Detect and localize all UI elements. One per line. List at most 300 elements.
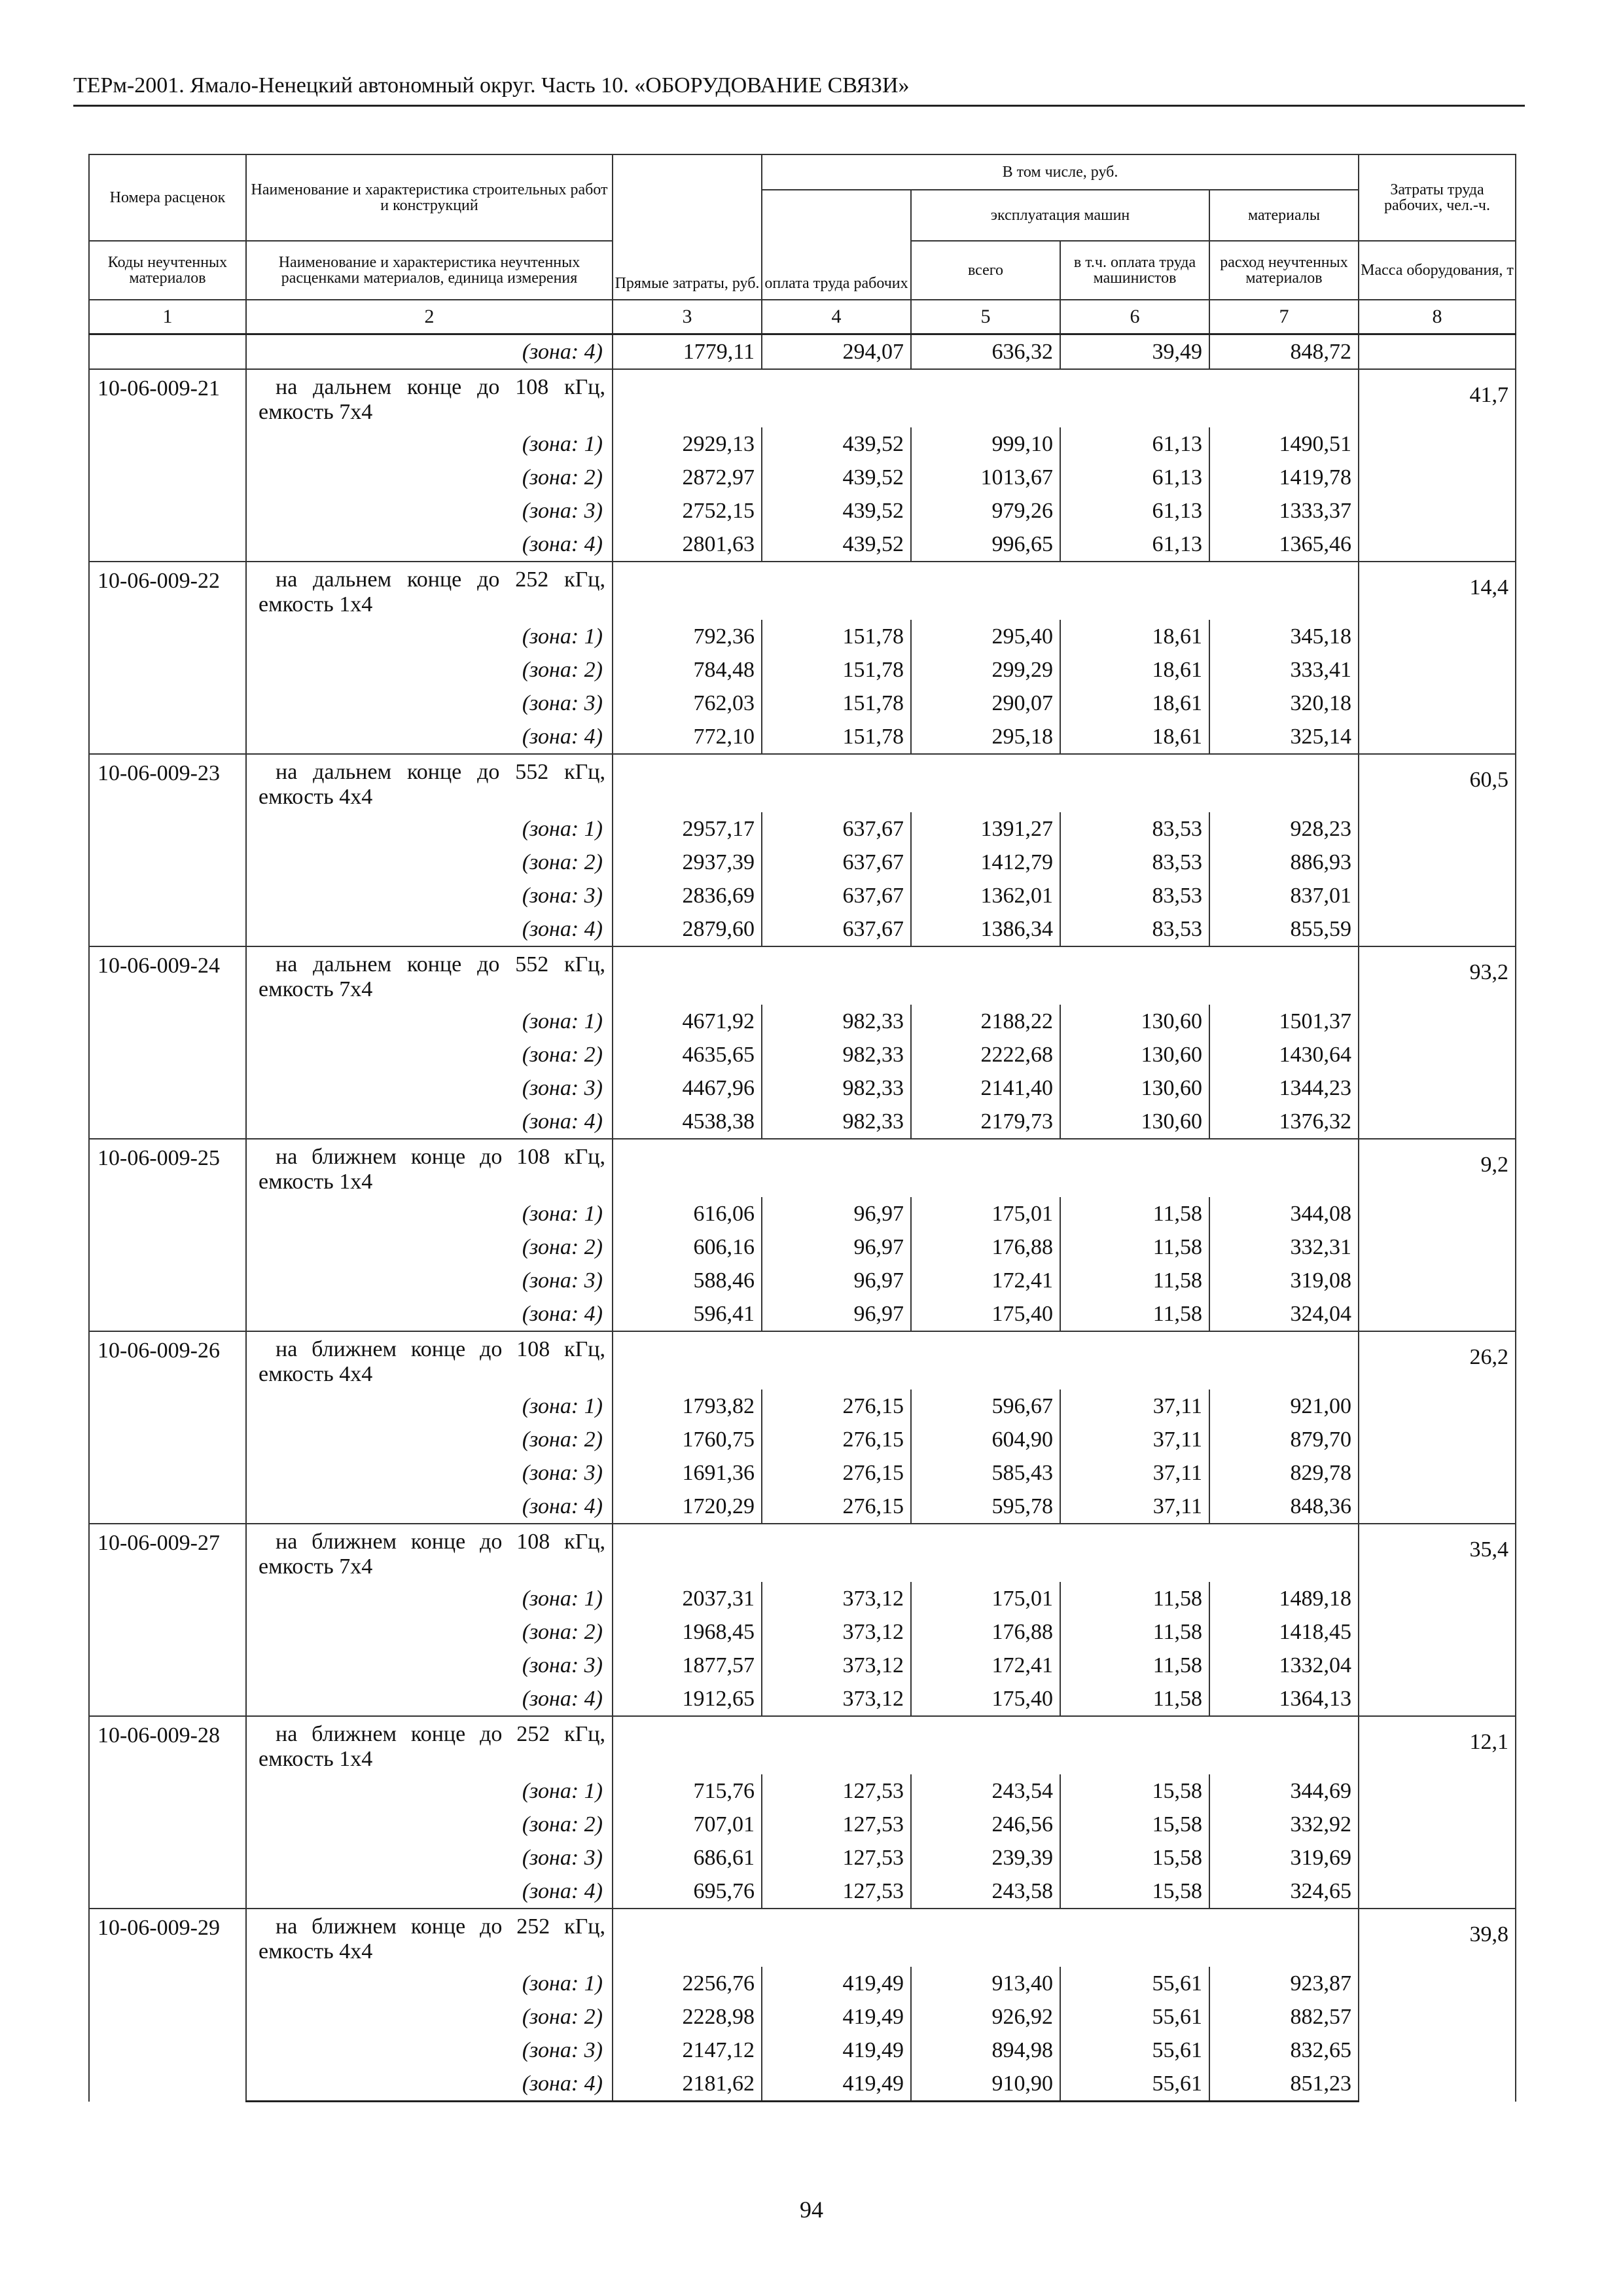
- cell-labor-pay: 982,33: [762, 1071, 911, 1105]
- zone-label: (зона: 1): [246, 1197, 613, 1230]
- cell-machines-labor: 37,11: [1060, 1456, 1209, 1490]
- cell-materials: 319,69: [1209, 1841, 1359, 1874]
- cell-labor-pay: 276,15: [762, 1456, 911, 1490]
- labor-costs-value: 41,7: [1359, 369, 1516, 562]
- zone-label: (зона: 4): [246, 912, 613, 946]
- cell-materials: 851,23: [1209, 2067, 1359, 2102]
- table-row: [89, 1071, 1516, 1105]
- cell-labor-pay: 419,49: [762, 2034, 911, 2067]
- cell-machines-total: 913,40: [911, 1967, 1060, 2000]
- cell-labor-pay: 637,67: [762, 812, 911, 846]
- cell-labor-pay: 982,33: [762, 1005, 911, 1038]
- cell-machines-total: 175,01: [911, 1582, 1060, 1615]
- table-row: [89, 2067, 1516, 2102]
- zone-label: (зона: 3): [246, 1456, 613, 1490]
- cell-materials: 921,00: [1209, 1390, 1359, 1423]
- cell-direct-costs: 1779,11: [613, 334, 762, 370]
- cell-direct-costs: 606,16: [613, 1230, 762, 1264]
- cell-labor-pay: 439,52: [762, 494, 911, 528]
- cell-machines-total: 2222,68: [911, 1038, 1060, 1071]
- cell-machines-labor: 18,61: [1060, 720, 1209, 754]
- cell-direct-costs: 2181,62: [613, 2067, 762, 2102]
- column-number: 3: [613, 300, 762, 334]
- rate-code: 10-06-009-27: [89, 1524, 246, 1716]
- cell-machines-labor: 83,53: [1060, 912, 1209, 946]
- zone-label: (зона: 3): [246, 1841, 613, 1874]
- zone-label: (зона: 3): [246, 879, 613, 912]
- cell-labor-pay: 127,53: [762, 1808, 911, 1841]
- work-title: на ближнем конце до 252 кГц, емкость 1х4: [246, 1716, 613, 1774]
- cell-machines-labor: 39,49: [1060, 334, 1209, 370]
- zone-label: (зона: 1): [246, 427, 613, 461]
- cell-materials: 319,08: [1209, 1264, 1359, 1297]
- zone-label: (зона: 4): [246, 720, 613, 754]
- labor-costs-value: 12,1: [1359, 1716, 1516, 1909]
- zone-label: (зона: 2): [246, 2000, 613, 2034]
- cell-labor-pay: 127,53: [762, 1774, 911, 1808]
- table-body: [89, 334, 1516, 2102]
- table-row: [89, 1331, 1516, 1390]
- zone-label: (зона: 1): [246, 620, 613, 653]
- cell-direct-costs: 2752,15: [613, 494, 762, 528]
- rate-code: 10-06-009-24: [89, 946, 246, 1139]
- column-number: 1: [89, 300, 246, 334]
- cell-machines-total: 243,58: [911, 1874, 1060, 1909]
- cell-machines-total: 1386,34: [911, 912, 1060, 946]
- zone-label: (зона: 1): [246, 812, 613, 846]
- cell-machines-labor: 11,58: [1060, 1582, 1209, 1615]
- cell-machines-labor: 55,61: [1060, 2034, 1209, 2067]
- table-row: [89, 1139, 1516, 1197]
- cell-machines-total: 290,07: [911, 687, 1060, 720]
- column-number: 6: [1060, 300, 1209, 334]
- cell-materials: 1430,64: [1209, 1038, 1359, 1071]
- cell-machines-labor: 61,13: [1060, 528, 1209, 562]
- table-row: [89, 562, 1516, 620]
- empty-cell: [613, 1716, 1359, 1774]
- cell-machines-labor: 15,58: [1060, 1774, 1209, 1808]
- cell-labor-pay: 276,15: [762, 1423, 911, 1456]
- table-row: [89, 653, 1516, 687]
- table-row: [89, 427, 1516, 461]
- cell-labor-pay: 982,33: [762, 1105, 911, 1139]
- table-row: [89, 1874, 1516, 1909]
- zone-label: (зона: 1): [246, 1390, 613, 1423]
- empty-cell: [613, 1909, 1359, 1967]
- header-equipment-mass: Масса оборудования, т: [1359, 241, 1516, 300]
- table-row: [89, 754, 1516, 812]
- header-including: В том числе, руб.: [762, 154, 1359, 190]
- header-materials-unaccounted: расход неучтенных материалов: [1209, 241, 1359, 300]
- table-row: [89, 912, 1516, 946]
- table-row: [89, 1716, 1516, 1774]
- table-row: [89, 1649, 1516, 1682]
- zone-label: (зона: 1): [246, 1774, 613, 1808]
- labor-costs-value: 39,8: [1359, 1909, 1516, 2102]
- cell-direct-costs: 2957,17: [613, 812, 762, 846]
- cell-machines-labor: 130,60: [1060, 1005, 1209, 1038]
- header-machines: эксплуатация машин: [911, 190, 1209, 241]
- cell-machines-labor: 37,11: [1060, 1490, 1209, 1524]
- table-row: [89, 1105, 1516, 1139]
- cell-materials: 1418,45: [1209, 1615, 1359, 1649]
- table-row: [89, 812, 1516, 846]
- zone-label: (зона: 2): [246, 1038, 613, 1071]
- cell-direct-costs: 1912,65: [613, 1682, 762, 1716]
- work-title: на дальнем конце до 552 кГц, емкость 4х4: [246, 754, 613, 812]
- cell-materials: 1332,04: [1209, 1649, 1359, 1682]
- cell-machines-total: 246,56: [911, 1808, 1060, 1841]
- cell-machines-total: 1391,27: [911, 812, 1060, 846]
- table-row: [89, 946, 1516, 1005]
- zone-label: (зона: 1): [246, 1582, 613, 1615]
- cell-materials: 1489,18: [1209, 1582, 1359, 1615]
- empty-cell: [613, 562, 1359, 620]
- empty-cell: [613, 1139, 1359, 1197]
- cell-labor-pay: 127,53: [762, 1874, 911, 1909]
- cell-machines-labor: 11,58: [1060, 1197, 1209, 1230]
- cell-direct-costs: 1793,82: [613, 1390, 762, 1423]
- zone-label: (зона: 4): [246, 1490, 613, 1524]
- cell-labor-pay: 419,49: [762, 1967, 911, 2000]
- cell-direct-costs: 4467,96: [613, 1071, 762, 1105]
- table-row: [89, 1297, 1516, 1331]
- cell-labor-pay: 439,52: [762, 461, 911, 494]
- cell-labor-pay: 276,15: [762, 1390, 911, 1423]
- cell-direct-costs: 1760,75: [613, 1423, 762, 1456]
- rate-code: 10-06-009-26: [89, 1331, 246, 1524]
- cell-machines-total: 172,41: [911, 1264, 1060, 1297]
- table-row: [89, 1230, 1516, 1264]
- cell-direct-costs: 4671,92: [613, 1005, 762, 1038]
- table-row: [89, 687, 1516, 720]
- cell-direct-costs: 4635,65: [613, 1038, 762, 1071]
- work-title: на дальнем конце до 552 кГц, емкость 7х4: [246, 946, 613, 1005]
- cell-direct-costs: 1691,36: [613, 1456, 762, 1490]
- cell-machines-labor: 18,61: [1060, 620, 1209, 653]
- zone-label: (зона: 4): [246, 2067, 613, 2102]
- cell-direct-costs: 2836,69: [613, 879, 762, 912]
- zone-label: (зона: 1): [246, 1967, 613, 2000]
- header-material-names: Наименование и характеристика неучтенных расценками материалов, единица измерения: [246, 241, 613, 300]
- cell-machines-labor: 55,61: [1060, 2000, 1209, 2034]
- cell-machines-labor: 11,58: [1060, 1230, 1209, 1264]
- header-direct-costs: Прямые затраты, руб.: [613, 154, 762, 300]
- table-row: [89, 1682, 1516, 1716]
- cell-materials: 829,78: [1209, 1456, 1359, 1490]
- cell-materials: 882,57: [1209, 2000, 1359, 2034]
- zone-label: (зона: 4): [246, 1297, 613, 1331]
- cell-machines-labor: 37,11: [1060, 1423, 1209, 1456]
- cell-direct-costs: 2872,97: [613, 461, 762, 494]
- header-machines-labor: в т.ч. оплата труда машинистов: [1060, 241, 1209, 300]
- cell-materials: 928,23: [1209, 812, 1359, 846]
- table-row: [89, 1490, 1516, 1524]
- labor-costs-value: 60,5: [1359, 754, 1516, 946]
- header-material-codes: Коды неучтенных материалов: [89, 241, 246, 300]
- table-row: [89, 1197, 1516, 1230]
- zone-label: (зона: 4): [246, 1682, 613, 1716]
- table-row: [89, 1038, 1516, 1071]
- table-row: [89, 494, 1516, 528]
- table-row: [89, 1808, 1516, 1841]
- cell-direct-costs: 762,03: [613, 687, 762, 720]
- cell-materials: 1376,32: [1209, 1105, 1359, 1139]
- work-title: на ближнем конце до 108 кГц, емкость 1х4: [246, 1139, 613, 1197]
- work-title: на дальнем конце до 108 кГц, емкость 7х4: [246, 369, 613, 427]
- cell-machines-labor: 18,61: [1060, 687, 1209, 720]
- cell-direct-costs: 1720,29: [613, 1490, 762, 1524]
- cell-machines-total: 295,18: [911, 720, 1060, 754]
- page-number: 94: [800, 2197, 823, 2223]
- cell-direct-costs: 695,76: [613, 1874, 762, 1909]
- cell-machines-total: 176,88: [911, 1230, 1060, 1264]
- cell-direct-costs: 1877,57: [613, 1649, 762, 1682]
- cell-labor-pay: 96,97: [762, 1264, 911, 1297]
- cell-machines-total: 172,41: [911, 1649, 1060, 1682]
- page-header: ТЕРм-2001. Ямало-Ненецкий автономный округ. Часть 10. «ОБОРУДОВАНИЕ СВЯЗИ»: [73, 72, 1525, 107]
- zone-label: (зона: 3): [246, 494, 613, 528]
- column-number: 4: [762, 300, 911, 334]
- cell-labor-pay: 151,78: [762, 720, 911, 754]
- zone-label: (зона: 2): [246, 653, 613, 687]
- column-number: 8: [1359, 300, 1516, 334]
- cell-materials: 1333,37: [1209, 494, 1359, 528]
- table-row: [89, 1456, 1516, 1490]
- cell-machines-total: 604,90: [911, 1423, 1060, 1456]
- column-number: 2: [246, 300, 613, 334]
- cell-materials: 855,59: [1209, 912, 1359, 946]
- table-row: [89, 846, 1516, 879]
- cell-machines-labor: 18,61: [1060, 653, 1209, 687]
- cell-machines-total: 1362,01: [911, 879, 1060, 912]
- cell-machines-total: 175,01: [911, 1197, 1060, 1230]
- cell-materials: 879,70: [1209, 1423, 1359, 1456]
- table-row: [89, 1264, 1516, 1297]
- labor-costs-value: 14,4: [1359, 562, 1516, 754]
- cell-materials: 832,65: [1209, 2034, 1359, 2067]
- table-row: [89, 1423, 1516, 1456]
- cell-machines-total: 910,90: [911, 2067, 1060, 2102]
- rate-code: 10-06-009-22: [89, 562, 246, 754]
- cell-direct-costs: 784,48: [613, 653, 762, 687]
- cell-machines-total: 595,78: [911, 1490, 1060, 1524]
- cell-labor-pay: 96,97: [762, 1230, 911, 1264]
- cell-materials: 1419,78: [1209, 461, 1359, 494]
- cell-materials: 332,31: [1209, 1230, 1359, 1264]
- empty-cell: [613, 369, 1359, 427]
- cell-labor-pay: 151,78: [762, 620, 911, 653]
- cell-direct-costs: 2147,12: [613, 2034, 762, 2067]
- cell-direct-costs: 4538,38: [613, 1105, 762, 1139]
- cell-direct-costs: 2879,60: [613, 912, 762, 946]
- cell-direct-costs: 2037,31: [613, 1582, 762, 1615]
- table-row: [89, 528, 1516, 562]
- cell-machines-total: 2179,73: [911, 1105, 1060, 1139]
- cell-materials: 923,87: [1209, 1967, 1359, 2000]
- table-row: [89, 1005, 1516, 1038]
- cell-machines-total: 239,39: [911, 1841, 1060, 1874]
- table-row: [89, 2034, 1516, 2067]
- cell-machines-labor: 11,58: [1060, 1615, 1209, 1649]
- cell-machines-total: 2141,40: [911, 1071, 1060, 1105]
- cell-direct-costs: 715,76: [613, 1774, 762, 1808]
- header-machines-total: всего: [911, 241, 1060, 300]
- cell-labor-pay: 96,97: [762, 1297, 911, 1331]
- cell-materials: 837,01: [1209, 879, 1359, 912]
- rate-code: 10-06-009-29: [89, 1909, 246, 2102]
- table-row: [89, 2000, 1516, 2034]
- cell-machines-total: 2188,22: [911, 1005, 1060, 1038]
- cell-machines-labor: 130,60: [1060, 1038, 1209, 1071]
- cell-labor-pay: 373,12: [762, 1649, 911, 1682]
- cell-machines-labor: 83,53: [1060, 846, 1209, 879]
- cell-machines-total: 299,29: [911, 653, 1060, 687]
- zone-label: (зона: 3): [246, 2034, 613, 2067]
- table-row: [89, 1774, 1516, 1808]
- cell-machines-labor: 61,13: [1060, 427, 1209, 461]
- cell-direct-costs: 588,46: [613, 1264, 762, 1297]
- header-rate-numbers: Номера расценок: [89, 154, 246, 241]
- zone-label: (зона: 4): [246, 1874, 613, 1909]
- table-row: [89, 1909, 1516, 1967]
- cell-labor-pay: 151,78: [762, 687, 911, 720]
- header-labor-costs: Затраты труда рабочих, чел.-ч.: [1359, 154, 1516, 241]
- cell-materials: 1364,13: [1209, 1682, 1359, 1716]
- cell-direct-costs: 2256,76: [613, 1967, 762, 2000]
- cell-machines-labor: 37,11: [1060, 1390, 1209, 1423]
- cell-direct-costs: 792,36: [613, 620, 762, 653]
- cell-machines-total: 926,92: [911, 2000, 1060, 2034]
- table-row: [89, 1524, 1516, 1582]
- cell-direct-costs: 2228,98: [613, 2000, 762, 2034]
- labor-costs-value: 26,2: [1359, 1331, 1516, 1524]
- cell-labor-pay: 637,67: [762, 846, 911, 879]
- cell-labor-pay: 276,15: [762, 1490, 911, 1524]
- cell-materials: 324,04: [1209, 1297, 1359, 1331]
- column-numbers-row: [89, 300, 1516, 334]
- cell-materials: 332,92: [1209, 1808, 1359, 1841]
- cell-materials: 848,72: [1209, 334, 1359, 370]
- cell-direct-costs: 2929,13: [613, 427, 762, 461]
- cell-labor-pay: 439,52: [762, 427, 911, 461]
- rate-code: 10-06-009-28: [89, 1716, 246, 1909]
- cell-materials: 848,36: [1209, 1490, 1359, 1524]
- work-title: на ближнем конце до 108 кГц, емкость 4х4: [246, 1331, 613, 1390]
- cell-materials: 320,18: [1209, 687, 1359, 720]
- rate-code: 10-06-009-23: [89, 754, 246, 946]
- empty-cell: [613, 1524, 1359, 1582]
- empty-cell: [613, 1331, 1359, 1390]
- zone-label: (зона: 2): [246, 1808, 613, 1841]
- cell-direct-costs: 2937,39: [613, 846, 762, 879]
- cell-materials: 1501,37: [1209, 1005, 1359, 1038]
- header-work-name: Наименование и характеристика строительных работ и конструкций: [246, 154, 613, 241]
- cell-machines-labor: 11,58: [1060, 1649, 1209, 1682]
- cell-direct-costs: 616,06: [613, 1197, 762, 1230]
- table-row: [89, 369, 1516, 427]
- table-row: [89, 334, 1516, 370]
- header-materials: материалы: [1209, 190, 1359, 241]
- cell-machines-total: 996,65: [911, 528, 1060, 562]
- cell-labor-pay: 439,52: [762, 528, 911, 562]
- header-labor-pay: оплата труда рабочих: [762, 190, 911, 300]
- cell-materials: 1365,46: [1209, 528, 1359, 562]
- cell-materials: 333,41: [1209, 653, 1359, 687]
- zone-label: (зона: 2): [246, 461, 613, 494]
- work-title: на дальнем конце до 252 кГц, емкость 1х4: [246, 562, 613, 620]
- cell-machines-labor: 55,61: [1060, 1967, 1209, 2000]
- cell-materials: 324,65: [1209, 1874, 1359, 1909]
- cell-machines-labor: 130,60: [1060, 1071, 1209, 1105]
- cell-machines-total: 894,98: [911, 2034, 1060, 2067]
- cell-machines-labor: 55,61: [1060, 2067, 1209, 2102]
- cell-machines-labor: 83,53: [1060, 879, 1209, 912]
- cell-direct-costs: 1968,45: [613, 1615, 762, 1649]
- empty-cell: [613, 946, 1359, 1005]
- table-header: [89, 154, 1516, 300]
- cell-machines-labor: 15,58: [1060, 1874, 1209, 1909]
- cell-machines-labor: 11,58: [1060, 1682, 1209, 1716]
- cell-labor-pay: 419,49: [762, 2067, 911, 2102]
- cell-labor-pay: 373,12: [762, 1615, 911, 1649]
- cell-labor-pay: 96,97: [762, 1197, 911, 1230]
- cell-machines-total: 175,40: [911, 1682, 1060, 1716]
- cell-materials: 1490,51: [1209, 427, 1359, 461]
- cell-machines-labor: 11,58: [1060, 1297, 1209, 1331]
- cell-materials: 886,93: [1209, 846, 1359, 879]
- table-row: [89, 461, 1516, 494]
- cell-machines-labor: 15,58: [1060, 1808, 1209, 1841]
- column-number: 7: [1209, 300, 1359, 334]
- cell-machines-labor: 15,58: [1060, 1841, 1209, 1874]
- cell-labor-pay: 373,12: [762, 1682, 911, 1716]
- table-row: [89, 620, 1516, 653]
- zone-label: (зона: 4): [246, 334, 613, 370]
- zone-label: (зона: 3): [246, 1071, 613, 1105]
- table-row: [89, 1390, 1516, 1423]
- cell-machines-labor: 83,53: [1060, 812, 1209, 846]
- cell-machines-total: 636,32: [911, 334, 1060, 370]
- table-row: [89, 1615, 1516, 1649]
- zone-label: (зона: 3): [246, 687, 613, 720]
- work-title: на ближнем конце до 252 кГц, емкость 4х4: [246, 1909, 613, 1967]
- cell-machines-total: 176,88: [911, 1615, 1060, 1649]
- rate-code: 10-06-009-21: [89, 369, 246, 562]
- cell-materials: 325,14: [1209, 720, 1359, 754]
- cell-machines-labor: 130,60: [1060, 1105, 1209, 1139]
- cell-labor-pay: 419,49: [762, 2000, 911, 2034]
- cell-labor-pay: 982,33: [762, 1038, 911, 1071]
- rates-table: [88, 154, 1516, 2102]
- zone-label: (зона: 2): [246, 1423, 613, 1456]
- zone-label: (зона: 2): [246, 1230, 613, 1264]
- cell-direct-costs: 596,41: [613, 1297, 762, 1331]
- table-row: [89, 879, 1516, 912]
- table-row: [89, 720, 1516, 754]
- zone-label: (зона: 3): [246, 1264, 613, 1297]
- cell-direct-costs: 707,01: [613, 1808, 762, 1841]
- zone-label: (зона: 2): [246, 846, 613, 879]
- cell-machines-total: 1412,79: [911, 846, 1060, 879]
- cell-materials: 1344,23: [1209, 1071, 1359, 1105]
- empty-cell: [613, 754, 1359, 812]
- cell-labor-pay: 151,78: [762, 653, 911, 687]
- cell-labor-pay: 127,53: [762, 1841, 911, 1874]
- labor-costs-value: 35,4: [1359, 1524, 1516, 1716]
- cell-machines-total: 295,40: [911, 620, 1060, 653]
- table-row: [89, 1582, 1516, 1615]
